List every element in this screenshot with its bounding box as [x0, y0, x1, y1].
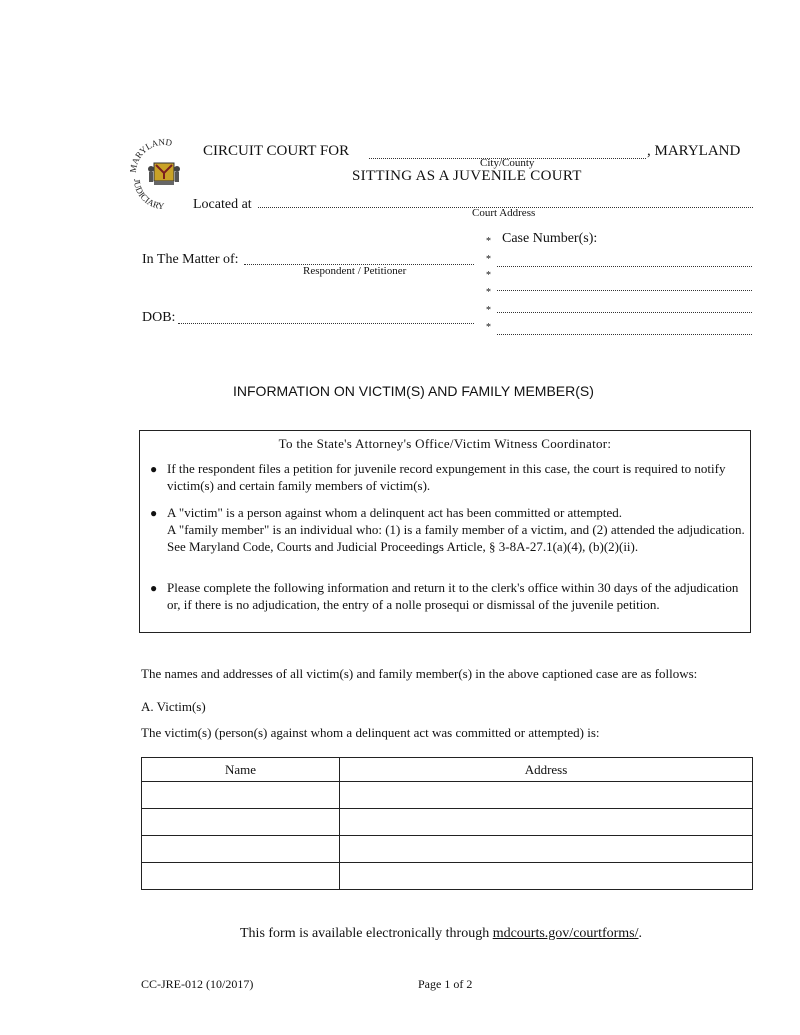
bullet-icon: ● [150, 581, 158, 595]
case-star-5: * [486, 305, 491, 316]
availability-prefix: This form is available electronically through [240, 926, 493, 941]
form-title: INFORMATION ON VICTIM(S) AND FAMILY MEMBER(S) [233, 383, 594, 399]
victim-address-cell[interactable] [340, 809, 753, 836]
circuit-court-label: CIRCUIT COURT FOR [203, 143, 350, 159]
seal-top-text: MARYLAND [128, 136, 173, 174]
maryland-label: , MARYLAND [647, 143, 741, 159]
case-star-4: * [486, 287, 491, 298]
victims-table [141, 757, 753, 890]
intro-text: The names and addresses of all victim(s) and family member(s) in the above captioned case are as follows: [141, 666, 698, 681]
juvenile-court-label: SITTING AS A JUVENILE COURT [352, 168, 582, 184]
case-star-3: * [486, 270, 491, 281]
dob-field[interactable] [178, 323, 474, 324]
bullet-icon: ● [150, 506, 158, 520]
victims-description: The victim(s) (person(s) against whom a delinquent act was committed or attempted) is: [141, 725, 600, 740]
section-a-heading: A. Victim(s) [141, 699, 206, 714]
maryland-judiciary-seal [128, 133, 200, 213]
availability-note [240, 926, 642, 942]
table-row [142, 782, 753, 809]
victim-address-cell[interactable] [340, 863, 753, 890]
case-number-field-4[interactable] [497, 334, 752, 335]
courtforms-link[interactable]: mdcourts.gov/courtforms/ [492, 926, 639, 941]
notice-bullet-3: Please complete the following information and return it to the clerk's office within 30 days of the adjudication or, if there is no adjudication, the entry of a nolle prosequi or dismissal of the juvenile petition. [167, 580, 739, 612]
victim-name-cell[interactable] [142, 809, 340, 836]
court-address-caption: Court Address [472, 207, 536, 219]
availability-suffix: . [638, 926, 643, 941]
case-star-6: * [486, 322, 491, 333]
name-column-header: Name [142, 758, 340, 782]
victim-name-cell[interactable] [142, 863, 340, 890]
form-code: CC-JRE-012 (10/2017) [141, 977, 254, 991]
table-row [142, 809, 753, 836]
case-star-2: * [486, 254, 491, 265]
notice-box [139, 430, 751, 633]
city-county-caption: City/County [480, 157, 535, 169]
case-number-field-2[interactable] [497, 290, 752, 291]
notice-bullet-1: If the respondent files a petition for juvenile record expungement in this case, the court is required to notify victim(s) and certain family members of victim(s). [167, 461, 726, 493]
located-at-label: Located at [193, 197, 252, 212]
dob-label: DOB: [142, 310, 176, 325]
address-column-header: Address [340, 758, 753, 782]
page-number: Page 1 of 2 [418, 977, 473, 991]
case-number-field-1[interactable] [497, 266, 752, 267]
notice-heading: To the State's Attorney's Office/Victim Witness Coordinator: [278, 436, 612, 451]
case-star-1: * [486, 236, 491, 247]
seal-bottom-text: JUDICIARY [131, 178, 165, 212]
bullet-icon: ● [150, 462, 158, 476]
notice-bullet-2-extra: A "family member" is an individual who: (1) is a family member of a victim, and (2) attended the adjudication. See Maryland Code, Courts and Judicial Proceedings Article, § 3-8A-27.1(a)(4), (b)(2)(ii). [167, 522, 745, 554]
case-number-field-3[interactable] [497, 312, 752, 313]
table-row [142, 863, 753, 890]
respondent-caption: Respondent / Petitioner [303, 265, 407, 277]
table-row [142, 836, 753, 863]
victim-name-cell[interactable] [142, 836, 340, 863]
victim-name-cell[interactable] [142, 782, 340, 809]
case-number-label: Case Number(s): [502, 231, 598, 246]
notice-bullet-2: A "victim" is a person against whom a delinquent act has been committed or attempted. [167, 505, 623, 520]
seal-icon [128, 133, 200, 213]
victim-address-cell[interactable] [340, 836, 753, 863]
matter-of-label: In The Matter of: [142, 252, 239, 267]
victim-address-cell[interactable] [340, 782, 753, 809]
